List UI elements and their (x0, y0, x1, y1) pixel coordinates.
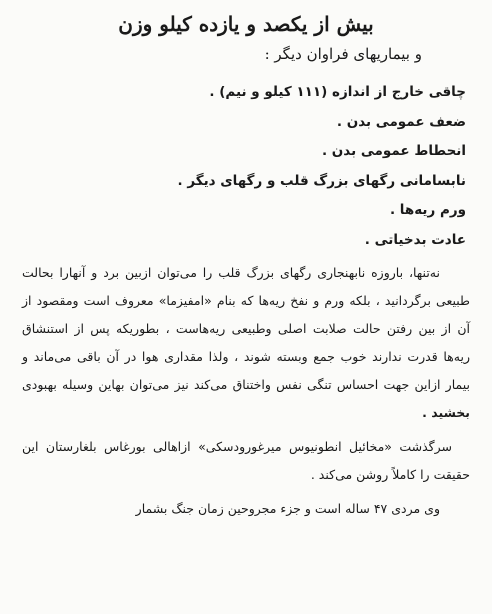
list-item: ضعف عمومی بدن . (336, 113, 466, 130)
body-paragraph (22, 259, 470, 427)
page-title: بیش از یکصد و یازده کیلو وزن (118, 12, 374, 36)
list-item: نابسامانی رگهای بزرگ قلب و رگهای دیگر . (177, 172, 466, 189)
paragraph-text: نه‌تنها، باروزه نابهنجاری رگهای بزرگ قلب را می‌توان ازبین برد و آنهارا بحالت طبیعی برگردانید ، بلکه ورم و نفخ ریه‌ها که بنام «امفیزما» معروف است ومقصود از آن از بین رفتن حالت صلابت اصلی وطبیعی ریه‌هاست ، بطوریکه پس از استنشاق ریه‌ها قدرت ندارند خوب جمع وبسته شوند ، ولذا مقداری هوا در آن باقی می‌ماند و بیمار ازاین جهت احساس تنگی نفس واختناق می‌کند نیز می‌توان بهاین وسیله بهبودی (22, 265, 470, 392)
list-item: انحطاط عمومی بدن . (321, 143, 466, 159)
body-paragraph: وی مردی ۴۷ ساله است و جزء مجروحین زمان جنگ بشمار (135, 501, 440, 516)
page-subtitle: و بیماریهای فراوان دیگر : (264, 45, 422, 63)
symptom-list (22, 78, 470, 255)
list-item: ورم ریه‌ها . (389, 202, 466, 218)
paragraph-ending: بخشید . (422, 405, 470, 420)
list-item: چاقی خارج از اندازه (۱۱۱ کیلو و نیم) . (209, 84, 466, 100)
list-item: عادت بدخیاتی . (364, 231, 466, 248)
body-paragraph: سرگذشت «مخائیل انطونیوس میرغورودسکی» ازاهالی بورغاس بلغارستان این حقیقت را کاملاً روشن می‌کند . (22, 439, 470, 482)
